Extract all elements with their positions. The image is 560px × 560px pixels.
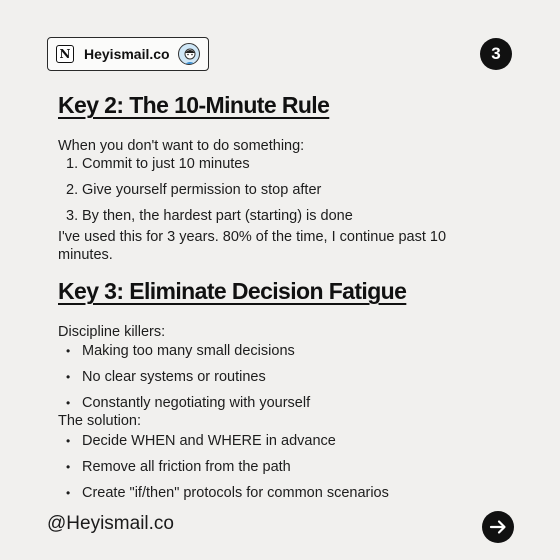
list-item-text: Constantly negotiating with yourself	[82, 395, 311, 411]
brand-pill	[47, 37, 209, 71]
notion-icon: N	[56, 45, 74, 63]
list-item	[66, 342, 295, 360]
page-number-badge: 3	[480, 38, 512, 70]
arrow-right-icon	[488, 517, 508, 537]
list-item-text: Create "if/then" protocols for common scenarios	[82, 485, 389, 501]
brand-name: Heyismail.co	[84, 46, 170, 62]
key2-heading: Key 2: The 10-Minute Rule	[58, 92, 330, 118]
list-item	[66, 207, 353, 225]
bullet-icon: •	[66, 370, 71, 384]
list-item	[66, 484, 389, 502]
list-number: 3.	[66, 208, 79, 224]
list-item-text: Commit to just 10 minutes	[82, 156, 250, 172]
avatar-icon	[178, 43, 200, 65]
list-item	[66, 181, 321, 199]
bullet-icon: •	[66, 460, 71, 474]
list-item	[66, 458, 291, 476]
bullet-icon: •	[66, 396, 71, 410]
list-item	[66, 394, 310, 412]
key2-note: I've used this for 3 years. 80% of the time, I continue past 10 minutes.	[58, 229, 447, 263]
next-button[interactable]	[482, 511, 514, 543]
bullet-icon: •	[66, 486, 71, 500]
list-item-text: By then, the hardest part (starting) is done	[82, 208, 353, 224]
list-item-text: Remove all friction from the path	[82, 459, 291, 475]
list-item	[66, 155, 250, 173]
list-item-text: Making too many small decisions	[82, 343, 295, 359]
list-number: 1.	[66, 156, 79, 172]
list-item-text: No clear systems or routines	[82, 369, 266, 385]
list-item	[66, 432, 336, 450]
footer-handle: @Heyismail.co	[47, 513, 174, 534]
key3-heading: Key 3: Eliminate Decision Fatigue	[58, 278, 407, 304]
key2-intro: When you don't want to do something:	[58, 138, 305, 154]
list-number: 2.	[66, 182, 79, 198]
list-item-text: Decide WHEN and WHERE in advance	[82, 433, 336, 449]
bullet-icon: •	[66, 434, 71, 448]
solution-label: The solution:	[58, 413, 142, 429]
killers-label: Discipline killers:	[58, 324, 166, 340]
bullet-icon: •	[66, 344, 71, 358]
list-item	[66, 368, 266, 386]
list-item-text: Give yourself permission to stop after	[82, 182, 322, 198]
